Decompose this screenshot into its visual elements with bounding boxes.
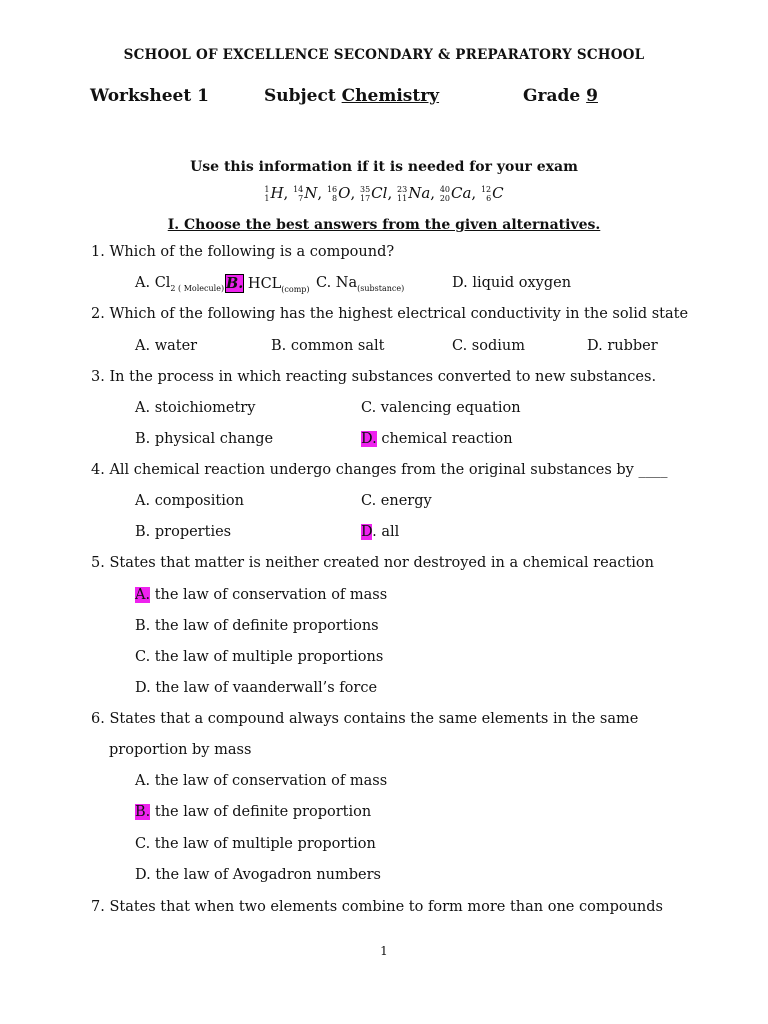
mass-number: 14 (293, 185, 304, 194)
question-7: 7. States that when two elements combine to form more than one compounds (91, 899, 663, 915)
element-symbol: N (304, 184, 318, 202)
question-1: 1. Which of the following is a compound? (91, 244, 395, 260)
grade-value: 9 (586, 86, 598, 106)
mass-number: 40 (439, 185, 450, 194)
subject-value: Chemistry (341, 86, 440, 106)
answer-highlight: A. (135, 587, 151, 603)
atomic-number: 11 (397, 194, 408, 203)
q4-option-c: C. energy (361, 493, 432, 509)
isotope-separator: , (283, 184, 294, 202)
answer-highlight: D (361, 524, 373, 540)
answer-highlight: B. (226, 275, 244, 292)
element-symbol: Na (408, 184, 431, 202)
q1-option-d: D. liquid oxygen (452, 275, 572, 291)
isotope-separator: , (430, 184, 440, 202)
q2-option-d: D. rubber (587, 338, 658, 354)
grade-line (523, 86, 598, 106)
q6-option-d: D. the law of Avogadron numbers (135, 867, 381, 883)
atomic-number: 8 (332, 194, 338, 203)
atomic-number: 6 (486, 194, 492, 203)
q4-option-b: B. properties (135, 524, 232, 540)
q6-option-c: C. the law of multiple proportion (135, 836, 376, 852)
mass-number: 35 (359, 185, 371, 194)
element-symbol: Ca (451, 184, 472, 202)
grade-label: Grade (523, 86, 581, 106)
isotope-item (397, 184, 430, 202)
isotope-separator: , (317, 184, 327, 202)
question-4: 4. All chemical reaction undergo changes from the original substances by ____ (91, 462, 668, 478)
isotope-list (0, 184, 768, 203)
q4-option-d: D. all (361, 524, 400, 540)
q1-option-b: B. $HCL_{(comp)}$ (226, 275, 310, 294)
isotope-separator: , (387, 184, 397, 202)
q6-option-b: B. the law of definite proportion (135, 804, 372, 820)
isotope-item (264, 184, 283, 202)
mass-number: 16 (326, 185, 338, 194)
question-6-continued: proportion by mass (109, 742, 252, 758)
element-symbol: Cl (371, 184, 388, 202)
q3-option-b: B. physical change (135, 431, 274, 447)
atomic-number: 1 (264, 194, 270, 203)
q5-option-d: D. the law of vaanderwall’s force (135, 680, 378, 696)
isotope-item (440, 184, 472, 202)
question-3: 3. In the process in which reacting substances converted to new substances. (91, 369, 657, 385)
q3-option-c: C. valencing equation (361, 400, 521, 416)
atomic-number: 20 (439, 194, 450, 203)
q3-option-a: A. stoichiometry (135, 400, 256, 416)
q4-option-a: A. composition (135, 493, 244, 509)
answer-highlight: B. (135, 804, 151, 820)
q6-option-a: A. the law of conservation of mass (135, 773, 388, 789)
q5-option-c: C. the law of multiple proportions (135, 649, 384, 665)
answer-highlight: D. (361, 431, 377, 447)
element-symbol: O (338, 184, 351, 202)
page-number: 1 (380, 944, 388, 958)
info-text: Use this information if it is needed for your exam (190, 159, 578, 175)
subject-label: Subject (264, 86, 336, 106)
element-symbol: C (492, 184, 504, 202)
isotope-item (327, 184, 351, 202)
isotope-item (360, 184, 387, 202)
worksheet-label: Worksheet 1 (90, 86, 209, 106)
q1-option-c: C. $Na_{(substance)}$ (316, 275, 405, 293)
mass-number: 1 (264, 185, 270, 194)
q2-option-a: A. water (135, 338, 198, 354)
q2-option-c: C. sodium (452, 338, 525, 354)
school-name: SCHOOL OF EXCELLENCE SECONDARY & PREPARATORY SCHOOL (123, 47, 645, 63)
mass-number: 23 (397, 185, 408, 194)
atomic-number: 7 (298, 194, 304, 203)
question-2: 2. Which of the following has the highest electrical conductivity in the solid state (91, 306, 689, 322)
isotope-item (481, 184, 504, 202)
q3-option-d: D. chemical reaction (361, 431, 513, 447)
isotope-separator: , (471, 184, 481, 202)
atomic-number: 17 (359, 194, 371, 203)
question-6: 6. States that a compound always contains the same elements in the same (91, 711, 639, 727)
q2-option-b: B. common salt (271, 338, 385, 354)
q1-option-a: A. $Cl_{2 ( Molecule)}$ (135, 275, 225, 293)
element-symbol: H (270, 184, 284, 202)
isotope-separator: , (350, 184, 360, 202)
isotope-item (293, 184, 317, 202)
mass-number: 12 (480, 185, 492, 194)
q5-option-b: B. the law of definite proportions (135, 618, 379, 634)
subject-line (264, 86, 439, 106)
question-5: 5. States that matter is neither created nor destroyed in a chemical reaction (91, 555, 654, 571)
section-title: I. Choose the best answers from the given alternatives. (167, 217, 601, 233)
q5-option-a: A. the law of conservation of mass (135, 587, 388, 603)
